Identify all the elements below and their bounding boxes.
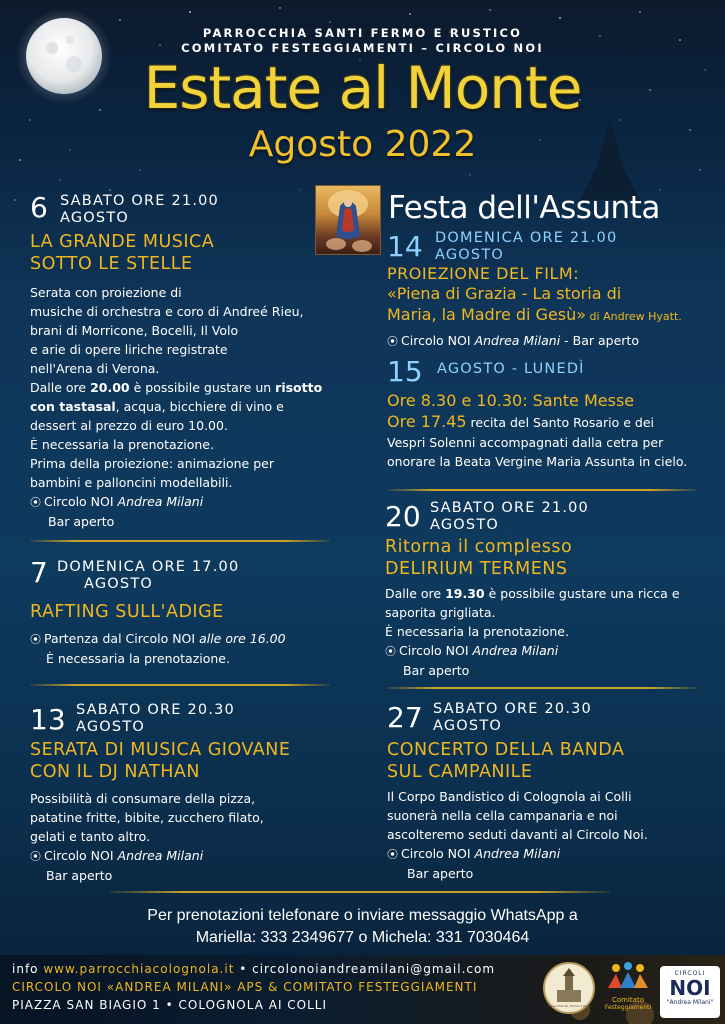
- event-20: [385, 498, 705, 680]
- event-20-day: SABATO ORE 21.00: [430, 500, 589, 516]
- separator: [30, 684, 330, 686]
- event-27-month: AGOSTO: [433, 718, 502, 734]
- location-icon: ⦿: [387, 335, 398, 348]
- event-13-title-2: CON IL DJ NATHAN: [30, 762, 200, 782]
- event-20-month: AGOSTO: [430, 517, 499, 533]
- event-6-day: SABATO ORE 21.00: [60, 193, 219, 209]
- location-icon: ⦿: [387, 848, 398, 861]
- event-27-number: 27: [387, 701, 423, 734]
- parish-logo-text: Parrocchia SS. Fermo e Rustico: [547, 1004, 595, 1008]
- location-icon: ⦿: [385, 645, 396, 658]
- comitato-logo: Comitato Festeggiamenti: [602, 958, 654, 1018]
- organizer-line-2: COMITATO FESTEGGIAMENTI – CIRCOLO NOI: [181, 41, 544, 55]
- event-13-title-1: SERATA DI MUSICA GIOVANE: [30, 740, 291, 760]
- event-15-description: Vespri Solenni accompagnati dalla cetra per onorare la Beata Vergine Maria Assunta in cielo.: [387, 435, 688, 469]
- event-6-title-1: LA GRANDE MUSICA: [30, 232, 215, 252]
- event-7-title: RAFTING SULL'ADIGE: [30, 602, 224, 622]
- event-27-title-2: SUL CAMPANILE: [387, 762, 533, 782]
- event-6-number: 6: [30, 191, 48, 224]
- event-14-day: DOMENICA ORE 21.00: [435, 230, 618, 246]
- event-14-location: ⦿ Circolo NOI Andrea Milani - Bar aperto: [387, 331, 717, 351]
- assunta-painting: [315, 185, 381, 255]
- circoli-noi-logo: CIRCOLI NOI "Andrea Milani": [660, 966, 720, 1018]
- location-icon: ⦿: [30, 496, 41, 509]
- event-27-description: Il Corpo Bandistico di Colognola ai Colli suonerà nella cella campanaria e noi ascolteremo seduti davanti al Circolo Noi. ⦿ Circolo NOI Andrea Milani Bar aperto: [387, 789, 648, 881]
- event-6: [30, 193, 330, 531]
- event-15: [387, 355, 717, 471]
- event-27-day: SABATO ORE 20.30: [433, 701, 592, 717]
- event-27: [387, 699, 707, 883]
- email-link[interactable]: • circolonoiandreamilani@gmail.com: [234, 962, 496, 976]
- separator: [387, 489, 697, 491]
- event-14-month: AGOSTO: [435, 247, 504, 263]
- event-20-title-2: DELIRIUM TERMENS: [385, 559, 568, 579]
- footer-organizers: CIRCOLO NOI «ANDREA MILANI» APS & COMITATO FESTEGGIAMENTI: [12, 980, 478, 994]
- event-14-title-3: Maria, la Madre di Gesù» di Andrew Hyatt.: [387, 305, 682, 324]
- event-15-day: AGOSTO - LUNEDÌ: [437, 361, 585, 377]
- website-link[interactable]: www.parrocchiacolognola.it: [43, 962, 235, 976]
- separator: [387, 687, 697, 689]
- poster-subtitle: Agosto 2022: [248, 124, 477, 165]
- poster-title: Estate al Monte: [143, 54, 582, 122]
- event-13-month: AGOSTO: [76, 719, 145, 735]
- event-6-month: AGOSTO: [60, 210, 129, 226]
- event-7-day: DOMENICA ORE 17.00: [57, 559, 240, 575]
- event-15-rosary: Ore 17.45 recita del Santo Rosario e dei: [387, 412, 655, 431]
- event-14-title-1: PROIEZIONE DEL FILM:: [387, 264, 580, 283]
- event-20-number: 20: [385, 500, 421, 533]
- footer-contact: info www.parrocchiacolognola.it • circolonoiandreamilani@gmail.com: [12, 962, 496, 976]
- location-icon: ⦿: [30, 633, 41, 646]
- organizer-line-1: PARROCCHIA SANTI FERMO E RUSTICO: [202, 26, 523, 40]
- footer-address: PIAZZA SAN BIAGIO 1 • COLOGNOLA AI COLLI: [12, 998, 328, 1012]
- event-7-month: AGOSTO: [84, 576, 153, 592]
- event-14-title-2: «Piena di Grazia - La storia di: [387, 284, 622, 303]
- event-15-number: 15: [387, 355, 423, 388]
- event-6-title-2: SOTTO LE STELLE: [30, 254, 193, 274]
- separator: [110, 891, 610, 893]
- separator: [30, 540, 330, 542]
- event-20-description: Dalle ore 19.30 è possibile gustare una ricca e saporita grigliata. È necessaria la prenotazione. ⦿ Circolo NOI Andrea Milani Bar aperto: [385, 586, 680, 678]
- event-7-number: 7: [30, 556, 48, 589]
- event-14: [387, 228, 717, 351]
- booking-line-1: Per prenotazioni telefonare o inviare messaggio WhatsApp a: [147, 907, 578, 924]
- location-icon: ⦿: [30, 850, 41, 863]
- event-7: [30, 558, 330, 668]
- event-6-description: Serata con proiezione di musiche di orchestra e coro di Andreé Rieu, brani di Morricone, Bocelli, Il Volo e arie di opere liriche registrate nell'Arena di Verona. Dalle ore 20.00 è possibile gustare un risotto con tastasal, acqua, bicchiere di vino e dessert al prezzo di euro 10.00. È necessaria la prenotazione. Prima della proiezione: animazione per bambini e palloncini modellabili. ⦿ Circolo NOI Andrea Milani Bar aperto: [30, 285, 323, 529]
- event-15-masses: Ore 8.30 e 10.30: Sante Messe: [387, 391, 635, 410]
- event-20-title-1: Ritorna il complesso: [385, 537, 573, 557]
- festa-title: Festa dell'Assunta: [388, 190, 660, 226]
- event-13-description: Possibilità di consumare della pizza, patatine fritte, bibite, zucchero filato, gelati e tanto altro. ⦿ Circolo NOI Andrea Milani Bar aperto: [30, 791, 264, 883]
- booking-line-2: Mariella: 333 2349677 o Michela: 331 7030464: [195, 929, 530, 946]
- event-13: [30, 701, 330, 885]
- event-13-number: 13: [30, 703, 66, 736]
- event-7-description: ⦿ Partenza dal Circolo NOI alle ore 16.00 È necessaria la prenotazione.: [30, 631, 286, 666]
- event-27-title-1: CONCERTO DELLA BANDA: [387, 740, 625, 760]
- event-14-number: 14: [387, 230, 423, 263]
- event-13-day: SABATO ORE 20.30: [76, 702, 235, 718]
- parish-logo: [543, 962, 595, 1014]
